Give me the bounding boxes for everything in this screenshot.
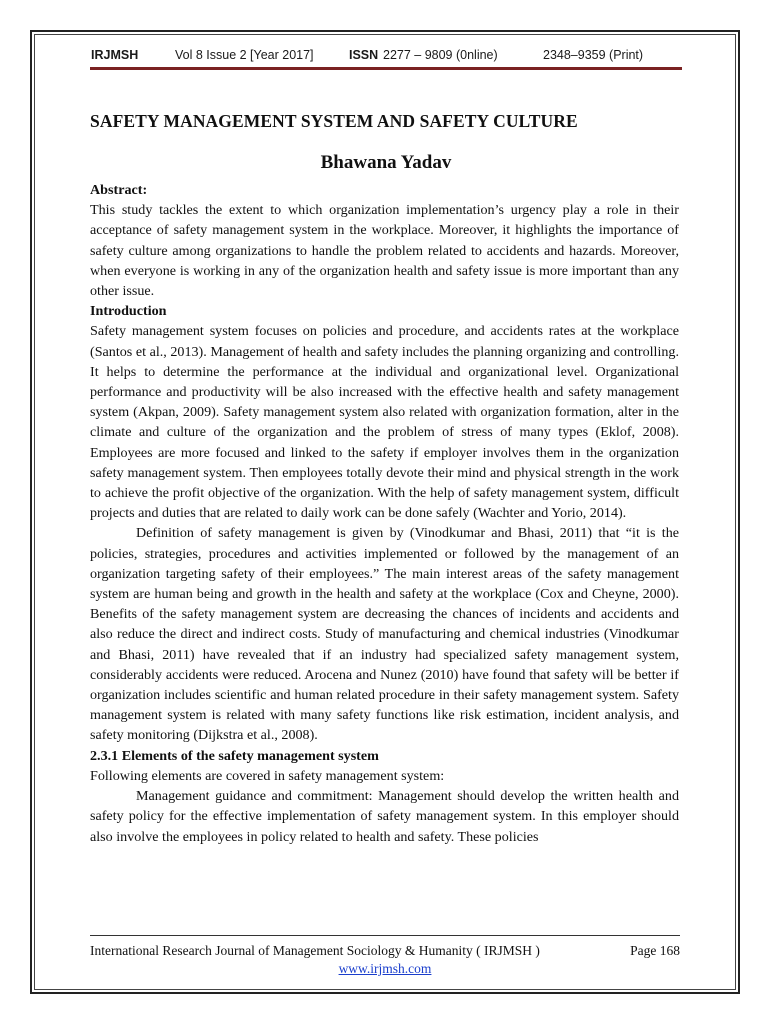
page-number: Page 168 [630, 943, 680, 958]
header-issn-online: 2277 – 9809 (0nline) [383, 48, 498, 62]
introduction-heading: Introduction [90, 303, 167, 320]
header-rule [90, 67, 682, 70]
abstract-paragraph: This study tackles the extent to which organization implementation’s urgency play a role in their acceptance of safety management system in the workplace. Moreover, it highlights the importance of safety culture among organizations to handle the problem related to accidents and hazards. Moreover, when everyone is working in any of the organization health and safety issue is more important than any other issue. [90, 202, 679, 300]
running-footer [90, 943, 680, 959]
journal-website-link[interactable]: www.irjmsh.com [338, 961, 432, 976]
footer-journal-name: International Research Journal of Management Sociology & Humanity ( IRJMSH ) [90, 943, 540, 958]
header-volume: Vol 8 Issue 2 [Year 2017] [175, 48, 314, 62]
elements-intro: Following elements are covered in safety management system: [90, 767, 445, 784]
footer-rule [90, 935, 680, 936]
article-title: SAFETY MANAGEMENT SYSTEM AND SAFETY CULTURE [90, 111, 578, 131]
header-issn-print: 2348–9359 (Print) [543, 48, 644, 62]
header-journal: IRJMSH [91, 48, 139, 62]
elements-paragraph-1: Management guidance and commitment: Management should develop the written health and safety policy for the effective implementation of safety management system. In this employer should also involve the employees in policy related to health and safety. These policies [90, 788, 679, 845]
header-issn-label: ISSN [349, 48, 379, 62]
elements-heading: 2.3.1 Elements of the safety management system [90, 747, 379, 764]
introduction-paragraph-2: Definition of safety management is given by (Vinodkumar and Bhasi, 2011) that “it is the policies, strategies, procedures and activities implemented or followed by the management of an organization targeting safety of their employees.” The main interest areas of the safety management system are human being and growth in the health and safety at the workplace (Cox and Cheyne, 2000). Benefits of the safety management system are decreasing the chances of incidents and accidents and also reduce the direct and indirect costs. Study of manufacturing and chemical industries (Vinodkumar and Bhasi, 2011) have revealed that if an industry had specialized safety management system, considerably accidents were reduced. Arocena and Nunez (2010) have found that safety will be better if organization includes scientific and human related procedure in their safety management system. Safety management system is related with many safety functions like risk estimation, incident analysis, and safety monitoring (Dijkstra et al., 2008). [90, 525, 679, 744]
article-body [90, 180, 679, 847]
article-author: Bhawana Yadav [320, 152, 452, 173]
introduction-paragraph-1: Safety management system focuses on policies and procedure, and accidents rates at the workplace (Santos et al., 2013). Management of health and safety includes the planning organizing and controlling. It helps to determine the performance at the individual and organizational level. Organizational performance and productivity will be also increased with the effective health and safety management system (Akpan, 2009). Safety management system also related with organization formation, alter in the climate and culture of the organization and the problem of stress of many types (Eklof, 2008). Employees are more focused and linked to the safety if employer involves them in the organization safety management system. Then employees totally devote their mind and physical strength in the work to achieve the profit objective of the organization. With the help of safety management system, difficult projects and duties that are related to daily work can be done safely (Wachter and Yorio, 2014). [90, 323, 679, 522]
abstract-heading: Abstract: [90, 182, 148, 198]
